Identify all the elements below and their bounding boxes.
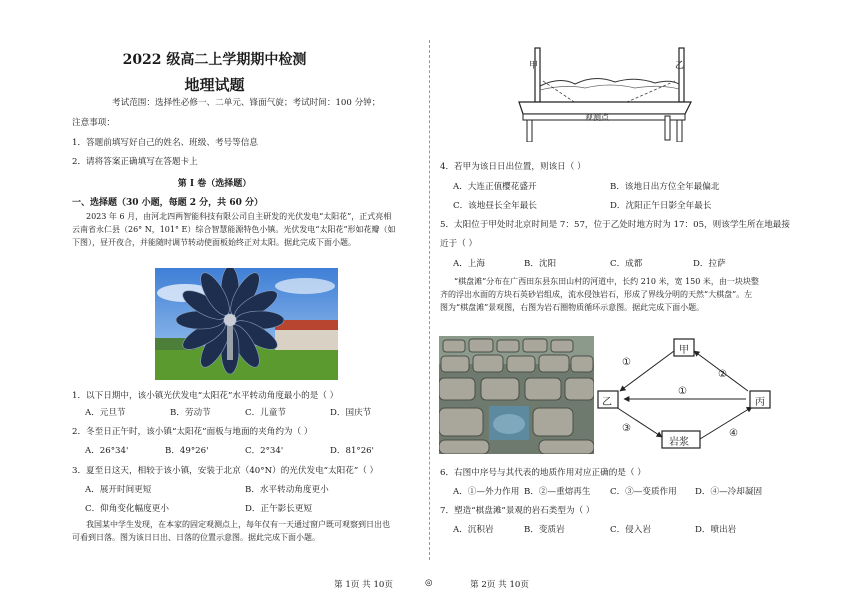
q2-option-d: D．81°26' — [330, 446, 375, 456]
passage-3-line: 图为“棋盘滩”景观图，右图为岩石圈物质循环示意图。据此完成下面小题。 — [440, 302, 705, 312]
notice-1: 1．答题前填写好自己的姓名、班级、考号等信息 — [72, 138, 258, 148]
cycle-num-3: ③ — [622, 423, 631, 434]
q3-option-b: B．水平转动角度更小 — [245, 485, 329, 495]
cycle-num-2: ② — [718, 369, 727, 380]
q6-option-c: C．③—变质作用 — [610, 487, 677, 497]
cycle-num-4: ④ — [729, 428, 738, 439]
question-4-stem: 4．若甲为该日日出位置，则该日（ ） — [440, 162, 586, 172]
cycle-num-1b: ① — [678, 386, 687, 397]
node-yi: 乙 — [602, 397, 612, 408]
question-5-stem: 5．太阳位于甲处时北京时间是 7：57，位于乙处时地方时为 17：05，则该学生所在地最接 — [440, 220, 790, 230]
q5-option-a: A．上海 — [453, 259, 485, 269]
q6-option-d: D．④—冷却凝固 — [695, 487, 763, 497]
question-6-stem: 6．右图中序号与其代表的地质作用对应正确的是（ ） — [440, 468, 646, 478]
q5-option-b: B．沈阳 — [524, 259, 557, 269]
passage-1-line: 2023 年 6 月，由河北四两智能科技有限公司自主研发的光伏发电“太阳花”，正式亮相 — [86, 212, 392, 221]
passage-3-line: “棋盘滩”分布在广西田东县东田山村的河道中，长约 210 米，宽 150 米，由一块块整 — [454, 277, 759, 286]
passage-3 — [440, 276, 790, 314]
question-2-stem: 2．冬至日正午时，该小镇“太阳花”面板与地面的夹角约为（ ） — [72, 427, 313, 437]
q1-option-d: D．国庆节 — [330, 408, 372, 418]
passage-3-line: 齐的浮出水面的方块石英砂岩组成，流水侵蚀岩石，形成了界线分明的天然“大棋盘”。左 — [440, 289, 753, 299]
q5-option-d: D．拉萨 — [693, 259, 726, 269]
q5-option-c: C．成都 — [610, 259, 643, 269]
footer-left-page-number: 第 1页 共 10页 — [334, 580, 393, 590]
q1-option-a: A．元旦节 — [85, 408, 126, 418]
passage-1-line: 云南省永仁县（26° N，101° E）综合智慧能源特色小镇。光伏发电“太阳花”形如花瓣（如 — [72, 224, 396, 234]
part-title: 第 I 卷（选择题） — [177, 179, 252, 189]
q4-option-b: B．该地日出方位全年最偏北 — [610, 182, 720, 192]
q2-option-b: B．49°26' — [165, 446, 209, 456]
exam-scope: 考试范围：选择性必修一、二单元、锋面气旋；考试时间：100 分钟； — [112, 98, 381, 108]
chessboard-beach-photo — [439, 336, 594, 454]
question-5-stem-cont: 近于（ ） — [440, 239, 478, 249]
passage-2-line: 我国某中学生发现，在本家的固定观测点上，每年仅有一天通过窗户既可观察到日出也 — [86, 520, 390, 529]
q4-option-a: A．大连正值樱花盛开 — [453, 182, 537, 192]
q7-option-a: A．沉积岩 — [453, 525, 494, 535]
question-1-stem: 1．以下日期中，该小镇光伏发电“太阳花”水平转动角度最小的是（ ） — [72, 391, 339, 401]
q4-option-c: C．该地昼长全年最长 — [453, 201, 537, 211]
exam-title: 2022 级高二上学期期中检测 — [122, 52, 307, 68]
exam-subtitle: 地理试题 — [184, 76, 245, 94]
passage-1-line: 下图），昼开夜合，并能随时调节转动使面板始终正对太阳。据此完成下面小题。 — [72, 237, 356, 247]
q2-option-a: A．26°34' — [85, 446, 129, 456]
label-observation-point: 观测点 — [585, 113, 609, 122]
node-bing: 丙 — [755, 397, 765, 408]
node-jia: 甲 — [679, 345, 689, 356]
page-divider — [429, 40, 430, 560]
passage-1 — [72, 211, 422, 249]
q7-option-d: D．喷出岩 — [695, 525, 737, 535]
passage-2-line: 可看到日落。图为该日日出、日落的位置示意图。据此完成下面小题。 — [72, 532, 320, 542]
notice-header: 注意事项： — [72, 118, 115, 128]
node-magma: 岩浆 — [669, 437, 689, 448]
q3-option-a: A．展开时间更短 — [85, 485, 152, 495]
q7-option-b: B．变质岩 — [524, 525, 565, 535]
binding-mark-icon: ◎ — [425, 578, 433, 588]
q4-option-d: D．沈阳正午日影全年最长 — [610, 201, 712, 211]
window-figure — [515, 46, 695, 142]
section-title: 一、选择题（30 小题，每题 2 分，共 60 分） — [72, 198, 263, 208]
label-yi: 乙 — [675, 61, 685, 71]
question-3-stem: 3．夏至日这天，相较于该小镇，安装于北京（40°N）的光伏发电“太阳花”（ ） — [72, 466, 379, 476]
q3-option-c: C．仰角变化幅度更小 — [85, 504, 169, 514]
q6-option-a: A．①—外力作用 — [453, 487, 520, 497]
label-jia: 甲 — [529, 61, 539, 71]
passage-2 — [72, 519, 422, 545]
notice-2: 2．请将答案正确填写在答题卡上 — [72, 157, 198, 167]
q3-option-d: D．正午影长更短 — [245, 504, 313, 514]
cycle-num-1a: ① — [622, 357, 631, 368]
solar-flower-photo — [155, 268, 338, 380]
q1-option-b: B．劳动节 — [170, 408, 211, 418]
q6-option-b: B．②—重熔再生 — [524, 487, 591, 497]
footer-right-page-number: 第 2页 共 10页 — [470, 580, 529, 590]
q2-option-c: C．2°34' — [245, 446, 284, 456]
q1-option-c: C．儿童节 — [245, 408, 286, 418]
question-7-stem: 7．塑造“棋盘滩”景观的岩石类型为（ ） — [440, 506, 595, 516]
q7-option-c: C．侵入岩 — [610, 525, 651, 535]
